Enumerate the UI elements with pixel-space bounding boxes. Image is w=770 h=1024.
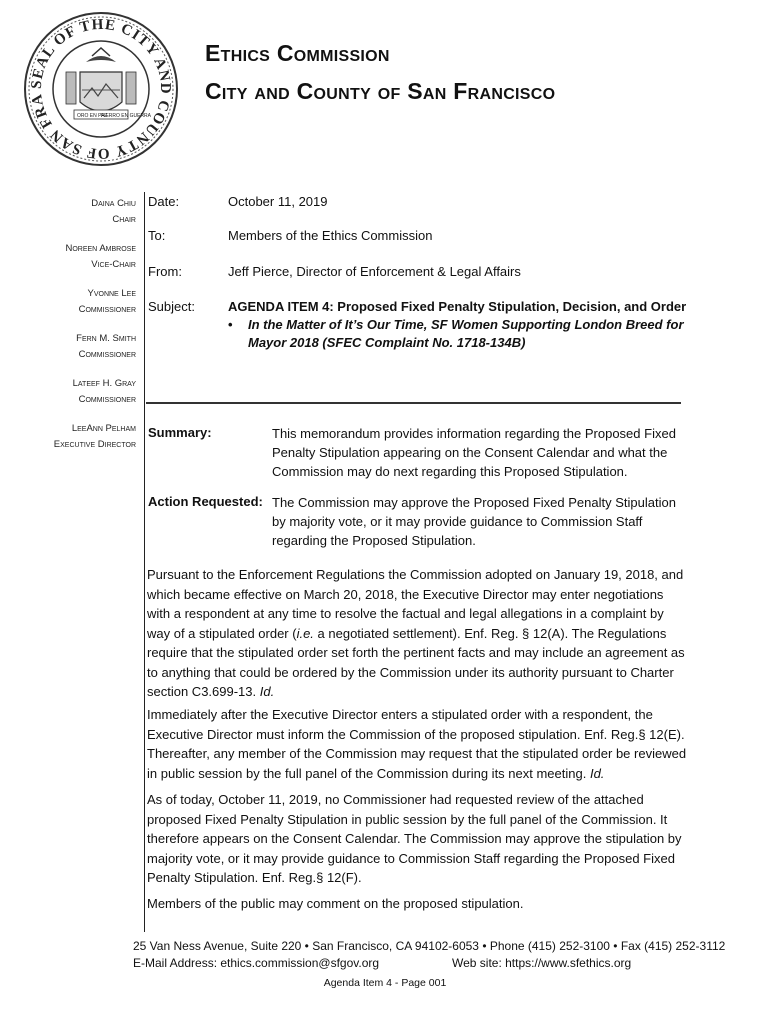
footer-address: 25 Van Ness Avenue, Suite 220 • San Francisco, CA 94102-6053 • Phone (415) 252-3100 • Fax (415) 252-3112	[133, 939, 726, 953]
from-label: From:	[148, 264, 182, 279]
subject-bullet-text: In the Matter of It’s Our Time, SF Women Supporting London Breed for Mayor 2018 (SFEC Complaint No. 1718-134B)	[248, 317, 684, 350]
roster-entry	[0, 286, 136, 317]
subject-value: AGENDA ITEM 4: Proposed Fixed Penalty Stipulation, Decision, and Order	[228, 299, 687, 314]
to-value: Members of the Ethics Commission	[228, 228, 433, 243]
bullet-icon: •	[228, 317, 233, 332]
roster-title: Commissioner	[78, 303, 136, 315]
roster-name: Yvonne Lee	[87, 288, 136, 299]
p2-id: Id.	[589, 765, 605, 781]
body-paragraph-4: Members of the public may comment on the proposed stipulation.	[147, 896, 524, 911]
roster-name: Daina Chiu	[91, 198, 136, 209]
date-value: October 11, 2019	[228, 194, 328, 209]
footer-email: E-Mail Address: ethics.commission@sfgov.org	[133, 956, 380, 970]
commission-roster	[0, 196, 136, 466]
subject-bullet-item	[228, 316, 688, 352]
roster-entry	[0, 331, 136, 362]
date-label: Date:	[148, 194, 180, 209]
seal-banner-left: ORO EN PAZ	[77, 113, 108, 119]
action-requested-text: The Commission may approve the Proposed Fixed Penalty Stipulation by majority vote, or it may provide guidance to Commission Staff regarding the Proposed Stipulation.	[272, 495, 676, 548]
body-paragraph-3: As of today, October 11, 2019, no Commissioner had requested review of the attached proposed Fixed Penalty Stipulation in public session by the full panel of the Commission. It therefore appears on the Consent Calendar. The Commission may approve the stipulation by majority vote, or it may provide guidance to Commission Staff regarding the Proposed Fixed Penalty Stipulation. Enf. Reg.§ 12(F).	[147, 792, 682, 885]
page-number-label: Agenda Item 4 - Page 001	[323, 977, 447, 989]
roster-name: LeeAnn Pelham	[71, 423, 136, 434]
action-requested-label: Action Requested:	[148, 494, 263, 509]
roster-title: Commissioner	[78, 348, 136, 360]
summary-label: Summary:	[148, 425, 212, 440]
roster-title: Executive Director	[53, 438, 136, 450]
vertical-divider	[144, 192, 145, 932]
roster-entry	[0, 241, 136, 272]
subject-label: Subject:	[148, 299, 195, 314]
footer-website: Web site: https://www.sfethics.org	[452, 956, 632, 970]
from-value: Jeff Pierce, Director of Enforcement & Legal Affairs	[228, 264, 521, 279]
body-paragraph-1	[147, 565, 687, 702]
seal-graphic	[22, 10, 180, 168]
seal-ring-text: SEAL OF THE CITY AND COUNTY OF SAN FRA	[28, 16, 174, 162]
body-paragraph-2	[147, 705, 687, 783]
roster-entry	[0, 421, 136, 452]
roster-title: Commissioner	[78, 393, 136, 405]
roster-name: Fern M. Smith	[76, 333, 136, 344]
horizontal-divider	[146, 402, 681, 404]
to-label: To:	[148, 228, 166, 243]
p1-text-b: a negotiated settlement). Enf. Reg. § 12(A). The Regulations require that the stipulated order set forth the pertinent facts and may include an agreement as to anything that could be ordered by the Commission under its authority pursuant to Charter section C3.699-13.	[147, 625, 685, 699]
roster-name: Lateef H. Gray	[72, 378, 136, 389]
p1-text-a: Pursuant to the Enforcement Regulations the Commission adopted on January 19, 2018, and which became effective on March 20, 2018, the Executive Director may enter negotiations with a respondent at any time to resolve the factual and legal allegations in a complaint by way of a stipulated order (	[147, 567, 684, 641]
roster-title: Chair	[112, 213, 136, 225]
org-title-line2: City and County of San Francisco	[205, 78, 556, 104]
roster-name: Noreen Ambrose	[65, 243, 136, 254]
seal-shield-icon	[66, 48, 136, 111]
city-seal	[22, 10, 180, 168]
p1-ie: i.e.	[296, 625, 314, 641]
p2-text-a: Immediately after the Executive Director enters a stipulated order with a respondent, the Executive Director must inform the Commission of the proposed stipulation. Enf. Reg.§ 12(E). Thereafter, any member of the Commission may request that the stipulated order be reviewed in public session by the full panel of the Commission during its next meeting.	[147, 707, 687, 781]
p1-id: Id.	[259, 684, 275, 699]
roster-entry	[0, 196, 136, 227]
org-title-line1: Ethics Commission	[205, 40, 390, 66]
summary-text: This memorandum provides information regarding the Proposed Fixed Penalty Stipulation appearing on the Consent Calendar and what the Commission may do next regarding this Proposed Stipulation.	[272, 426, 676, 479]
seal-banner-right: FIERRO EN GUERRA	[101, 113, 152, 119]
roster-title: Vice-Chair	[91, 258, 136, 270]
roster-entry	[0, 376, 136, 407]
